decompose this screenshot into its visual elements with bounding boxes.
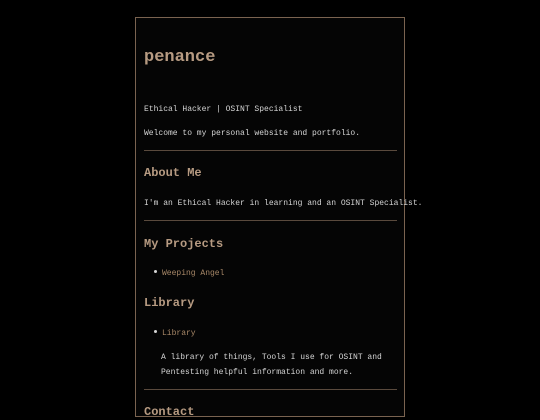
divider <box>144 220 397 221</box>
contact-heading: Contact <box>144 405 195 419</box>
library-description: A library of things, Tools I use for OSINT and Pentesting helpful information and more. <box>161 353 382 377</box>
library-heading: Library <box>144 296 195 310</box>
bullet-icon <box>154 330 157 333</box>
about-heading: About Me <box>144 166 202 180</box>
divider <box>144 150 397 151</box>
page-container <box>135 17 423 419</box>
library-link[interactable]: Library <box>162 329 196 338</box>
project-link-weeping-angel[interactable]: Weeping Angel <box>162 269 225 278</box>
welcome-text: Welcome to my personal website and portfolio. <box>144 129 361 138</box>
list-item <box>154 267 224 281</box>
tagline: Ethical Hacker | OSINT Specialist <box>144 105 303 114</box>
about-text: I'm an Ethical Hacker in learning and an OSINT Specialist. <box>144 199 423 208</box>
bullet-icon <box>154 270 157 273</box>
divider <box>144 389 397 390</box>
site-title: penance <box>144 48 216 67</box>
list-item <box>154 327 196 341</box>
projects-heading: My Projects <box>144 237 224 251</box>
